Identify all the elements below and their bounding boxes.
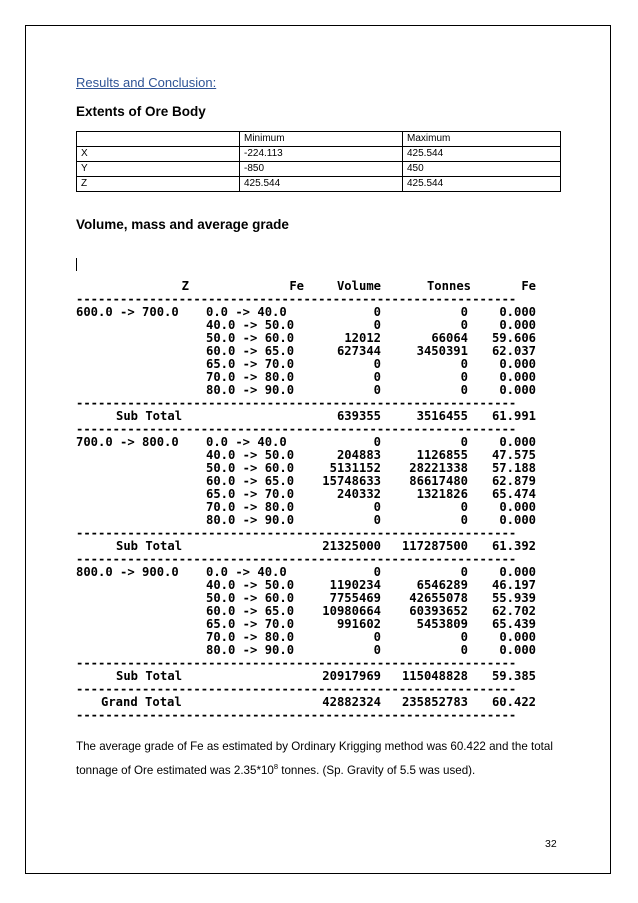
- tonnes-value: 42655078: [409, 591, 468, 605]
- fe-range: 65.0 -> 70.0: [206, 617, 295, 631]
- volume-value: 1190234: [329, 578, 381, 592]
- table-row: [76, 332, 541, 345]
- subtotal-volume: 20917969: [322, 669, 381, 683]
- column-header-z: Z: [181, 279, 189, 293]
- volume-value: 0: [373, 383, 381, 397]
- table-row: [77, 147, 561, 162]
- volume-value: 5131152: [329, 461, 381, 475]
- fe-value: 0.000: [499, 357, 536, 371]
- table-row: [76, 384, 541, 397]
- fe-range: 50.0 -> 60.0: [206, 461, 295, 475]
- grade-header-row: [76, 280, 541, 293]
- z-range: 700.0 -> 800.0: [76, 435, 179, 449]
- table-row: [76, 306, 541, 319]
- fe-range: 80.0 -> 90.0: [206, 383, 295, 397]
- volume-value: 7755469: [329, 591, 381, 605]
- fe-value: 0.000: [499, 435, 536, 449]
- subtotal-volume: 21325000: [322, 539, 381, 553]
- page-number: 32: [545, 838, 557, 850]
- volume-value: 204883: [336, 448, 381, 462]
- fe-value: 0.000: [499, 643, 536, 657]
- max-cell: 425.544: [403, 177, 561, 192]
- fe-value: 59.606: [491, 331, 536, 345]
- conclusion-text-end: tonnes. (Sp. Gravity of 5.5 was used).: [278, 763, 476, 777]
- axis-cell: X: [77, 147, 240, 162]
- fe-value: 0.000: [499, 318, 536, 332]
- fe-range: 65.0 -> 70.0: [206, 357, 295, 371]
- table-row: [76, 358, 541, 371]
- axis-cell: Y: [77, 162, 240, 177]
- table-row: [76, 618, 541, 631]
- column-header-fe: Fe: [521, 279, 536, 293]
- table-row: [77, 177, 561, 192]
- separator-line: ------------------------------------------------------------: [76, 683, 517, 696]
- table-row: [76, 514, 541, 527]
- separator-line: ------------------------------------------------------------: [76, 527, 517, 540]
- subtotal-label: Sub Total: [116, 409, 183, 423]
- table-row: [76, 501, 541, 514]
- tonnes-value: 0: [460, 357, 468, 371]
- subtotal-fe: 61.392: [491, 539, 536, 553]
- volume-value: 240332: [336, 487, 381, 501]
- volume-value: 0: [373, 357, 381, 371]
- volume-value: 0: [373, 513, 381, 527]
- subtotal-row: [76, 410, 541, 423]
- text-cursor: [76, 258, 77, 271]
- table-row: [76, 488, 541, 501]
- subtotal-fe: 61.991: [491, 409, 536, 423]
- volume-value: 0: [373, 305, 381, 319]
- fe-range: 50.0 -> 60.0: [206, 591, 295, 605]
- fe-range: 40.0 -> 50.0: [206, 448, 295, 462]
- fe-value: 0.000: [499, 500, 536, 514]
- tonnes-value: 5453809: [416, 617, 468, 631]
- fe-range: 70.0 -> 80.0: [206, 370, 295, 384]
- fe-range: 80.0 -> 90.0: [206, 643, 295, 657]
- volume-value: 0: [373, 565, 381, 579]
- grand-total-row: [76, 696, 541, 709]
- fe-value: 0.000: [499, 513, 536, 527]
- tonnes-value: 0: [460, 383, 468, 397]
- tonnes-value: 0: [460, 565, 468, 579]
- volume-value: 12012: [344, 331, 381, 345]
- table-row: [76, 319, 541, 332]
- fe-value: 0.000: [499, 630, 536, 644]
- fe-range: 60.0 -> 65.0: [206, 604, 295, 618]
- grand-total-tonnes: 235852783: [401, 695, 468, 709]
- axis-cell: Z: [77, 177, 240, 192]
- tonnes-value: 3450391: [416, 344, 468, 358]
- table-row: [76, 462, 541, 475]
- max-cell: 450: [403, 162, 561, 177]
- subtotal-row: [76, 670, 541, 683]
- tonnes-value: 1321826: [416, 487, 468, 501]
- fe-range: 0.0 -> 40.0: [206, 565, 287, 579]
- volume-value: 991602: [336, 617, 381, 631]
- tonnes-value: 0: [460, 630, 468, 644]
- header-cell-maximum: Maximum: [403, 132, 561, 147]
- separator-line: ------------------------------------------------------------: [76, 657, 517, 670]
- fe-range: 50.0 -> 60.0: [206, 331, 295, 345]
- table-row: [76, 605, 541, 618]
- fe-range: 80.0 -> 90.0: [206, 513, 295, 527]
- volume-value: 10980664: [322, 604, 381, 618]
- tonnes-value: 0: [460, 305, 468, 319]
- max-cell: 425.544: [403, 147, 561, 162]
- fe-range: 60.0 -> 65.0: [206, 474, 295, 488]
- column-header-fe-range: Fe: [289, 279, 304, 293]
- min-cell: 425.544: [240, 177, 403, 192]
- tonnes-value: 0: [460, 318, 468, 332]
- fe-range: 40.0 -> 50.0: [206, 318, 295, 332]
- grand-total-volume: 42882324: [322, 695, 381, 709]
- table-row: [76, 631, 541, 644]
- z-range: 600.0 -> 700.0: [76, 305, 179, 319]
- tonnes-value: 0: [460, 500, 468, 514]
- z-range: 800.0 -> 900.0: [76, 565, 179, 579]
- fe-value: 65.439: [491, 617, 536, 631]
- header-cell: [77, 132, 240, 147]
- tonnes-value: 0: [460, 643, 468, 657]
- volume-value: 0: [373, 435, 381, 449]
- table-row: [76, 436, 541, 449]
- subtotal-tonnes: 3516455: [416, 409, 468, 423]
- tonnes-value: 0: [460, 513, 468, 527]
- subtotal-label: Sub Total: [116, 669, 183, 683]
- volume-value: 0: [373, 500, 381, 514]
- subtotal-volume: 639355: [336, 409, 381, 423]
- fe-value: 57.188: [491, 461, 536, 475]
- grand-total-fe: 60.422: [491, 695, 536, 709]
- volume-value: 0: [373, 370, 381, 384]
- tonnes-value: 1126855: [416, 448, 468, 462]
- table-row: [76, 449, 541, 462]
- table-row: [76, 371, 541, 384]
- fe-range: 40.0 -> 50.0: [206, 578, 295, 592]
- tonnes-value: 66064: [431, 331, 468, 345]
- fe-value: 55.939: [491, 591, 536, 605]
- fe-value: 65.474: [491, 487, 536, 501]
- tonnes-value: 60393652: [409, 604, 468, 618]
- volume-value: 0: [373, 643, 381, 657]
- table-row: [77, 162, 561, 177]
- extents-heading: Extents of Ore Body: [76, 104, 206, 119]
- separator-line: ------------------------------------------------------------: [76, 553, 517, 566]
- table-row: [76, 345, 541, 358]
- fe-value: 0.000: [499, 565, 536, 579]
- fe-value: 62.702: [491, 604, 536, 618]
- volume-value: 15748633: [322, 474, 381, 488]
- section-title-link[interactable]: Results and Conclusion:: [76, 75, 217, 90]
- separator-line: ------------------------------------------------------------: [76, 293, 517, 306]
- subtotal-tonnes: 115048828: [401, 669, 468, 683]
- fe-range: 0.0 -> 40.0: [206, 435, 287, 449]
- separator-line: ------------------------------------------------------------: [76, 397, 517, 410]
- conclusion-paragraph: [76, 737, 566, 781]
- volume-value: 0: [373, 318, 381, 332]
- table-row: [76, 644, 541, 657]
- table-row: [76, 592, 541, 605]
- subtotal-fe: 59.385: [491, 669, 536, 683]
- tonnes-value: 0: [460, 370, 468, 384]
- fe-range: 65.0 -> 70.0: [206, 487, 295, 501]
- subtotal-tonnes: 117287500: [401, 539, 468, 553]
- column-header-volume: Volume: [336, 279, 381, 293]
- table-row: [76, 579, 541, 592]
- min-cell: -224.113: [240, 147, 403, 162]
- fe-value: 46.197: [491, 578, 536, 592]
- tonnes-value: 86617480: [409, 474, 468, 488]
- fe-value: 62.879: [491, 474, 536, 488]
- extents-table: [76, 131, 561, 192]
- grade-heading: Volume, mass and average grade: [76, 217, 289, 232]
- conclusion-text: The average grade of Fe as estimated by Ordinary Krigging method was 60.422 and the total tonnage of Ore estimated was 2.35*10: [76, 740, 553, 777]
- tonnes-value: 28221338: [409, 461, 468, 475]
- table-header-row: [77, 132, 561, 147]
- subtotal-row: [76, 540, 541, 553]
- fe-range: 70.0 -> 80.0: [206, 500, 295, 514]
- tonnes-value: 6546289: [416, 578, 468, 592]
- fe-value: 0.000: [499, 383, 536, 397]
- volume-value: 627344: [336, 344, 381, 358]
- separator-line: ------------------------------------------------------------: [76, 709, 517, 722]
- header-cell-minimum: Minimum: [240, 132, 403, 147]
- volume-value: 0: [373, 630, 381, 644]
- grand-total-label: Grand Total: [101, 695, 182, 709]
- conclusion-exponent: 8: [273, 762, 279, 771]
- subtotal-label: Sub Total: [116, 539, 183, 553]
- separator-line: ------------------------------------------------------------: [76, 423, 517, 436]
- table-row: [76, 475, 541, 488]
- table-row: [76, 566, 541, 579]
- fe-value: 0.000: [499, 305, 536, 319]
- fe-value: 47.575: [491, 448, 536, 462]
- grade-table: [76, 280, 541, 722]
- fe-value: 62.037: [491, 344, 536, 358]
- fe-value: 0.000: [499, 370, 536, 384]
- fe-range: 60.0 -> 65.0: [206, 344, 295, 358]
- fe-range: 70.0 -> 80.0: [206, 630, 295, 644]
- min-cell: -850: [240, 162, 403, 177]
- tonnes-value: 0: [460, 435, 468, 449]
- fe-range: 0.0 -> 40.0: [206, 305, 287, 319]
- column-header-tonnes: Tonnes: [426, 279, 471, 293]
